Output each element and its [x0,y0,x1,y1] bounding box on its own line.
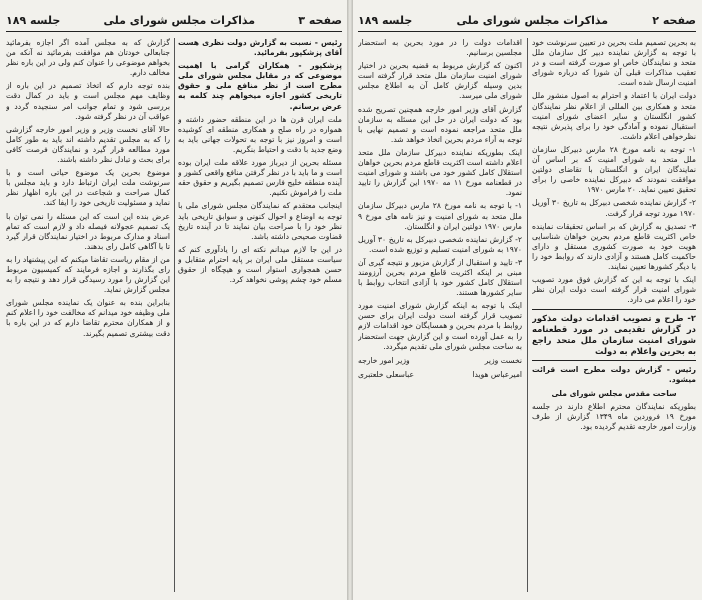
right-page-column-right [532,38,696,592]
paragraph: اینک بطوریکه نماینده دبیرکل سازمان ملل متحد اعلام داشته است اکثریت قاطع مردم بحرین خواهان استقلال کامل کشور خود می باشند و شورای امنیت در قطعنامه مورخ ۱۱ مه ۱۹۷۰ این گزارش را تایید نمود. [358,147,522,198]
paragraph: گزارش که به مجلس آمده اگر اجازه بفرمائید جنابعالی خودتان هم موافقت بفرمائید نه آنکه من بخواهم موضوعی را عنوان کنم ولی در این باره نظر مخالف دارم. [6,38,170,78]
paragraph: بنده توجه دارم که اتخاذ تصمیم در این باره از وظایف مهم مجلس است و باید در کمال دقت بررسی شود و تمام جوانب امر سنجیده گردد و عواقب آن در نظر گرفته شود. [6,81,170,121]
paragraph: ۳- تایید و استقبال از گزارش مزبور و نتیجه گیری آن مبنی بر اینکه اکثریت قاطع مردم بحرین آرزومند استقلال کامل کشور خود با آزادی انتخاب روابط با سایر کشورها هستند. [358,257,522,298]
paragraph: اینک با توجه به اینکه گزارش شورای امنیت مورد تصویب قرار گرفته است دولت ایران برای حسن روابط با مردم بحرین و همسایگان خود اقدامات لازم را به عمل آورده است و این گزارش جهت استحضار به ساحت مجلس شورای ملی تقدیم میگردد. [358,301,522,351]
paragraph: اینجانب معتقدم که نمایندگان مجلس شورای ملی با توجه به اوضاع و احوال کنونی و سوابق تاریخی باید نظر خود را با صراحت بیان نمایند تا در آینده تاریخ قضاوت صحیحی داشته باشد. [178,201,342,241]
paragraph: رئیس - نسبت به گزارش دولت نظری هست آقای پزشکپور بفرمائید. [178,38,342,58]
paragraph: ۲- گزارش نماینده شخصی دبیرکل به تاریخ ۳۰ آوریل ۱۹۷۰ به شورای امنیت تسلیم و توزیع شده است. [358,234,522,254]
left-page-session: جلسه ۱۸۹ [6,13,61,27]
column-divider [527,38,528,592]
right-page-number: صفحه ۲ [652,13,696,27]
right-header-rule [358,31,696,32]
right-page-session: جلسه ۱۸۹ [358,13,413,27]
paragraph: موضوع بحرین یک موضوع حیاتی است و با سرنوشت ملت ایران ارتباط دارد و باید مجلس با کمال صراحت و شجاعت در این باره اظهار نظر نماید و مسئولیت تاریخی خود را ایفا کند. [6,168,170,208]
paragraph: اقدامات دولت را در مورد بحرین به استحضار مجلسین برسانیم. [358,38,522,58]
paragraph: در این جا لازم میدانم نکته ای را یادآوری کنم که سیاست مستقل ملی ایران بر پایه احترام متقابل و حسن همجواری استوار است و هیچگاه از حقوق مسلم خود چشم پوشی نخواهد کرد. [178,244,342,285]
paragraph: بنابراین بنده به عنوان یک نماینده مجلس شورای ملی وظیفه خود میدانم که مخالفت خود را اعلام کنم و از همکاران محترم تقاضا دارم که در این باره با دقت بیشتری تصمیم بگیرند. [6,298,170,338]
column-divider [174,38,175,592]
paragraph: بطوریکه نمایندگان محترم اطلاع دارند در جلسه مورخ ۱۹ فروردین ماه ۱۳۴۹ گزارش از طرف وزارت امور خارجه تقدیم گردیده بود. [532,401,696,431]
paragraph: به بحرین تصمیم ملت بحرین در تعیین سرنوشت خود با توجه به گزارش نماینده دبیر کل سازمان ملل متحد و نمایندگان خاص او صورت گرفته است و در تعقیب مذاکرات قبلی آن شورا که درباره شورای امنیت ارسال شده است. [532,38,696,88]
paragraph: اینک با توجه به این که گزارش فوق مورد تصویب شورای امنیت قرار گرفته است دولت ایران نظر خود را اعلام می دارد. [532,275,696,305]
paragraph: من از مقام ریاست تقاضا میکنم که این پیشنهاد را به رای بگذارند و اجازه فرمایند که کمیسیون مربوط این گزارش را مورد رسیدگی قرار دهد و نتیجه را به مجلس گزارش نماید. [6,254,170,295]
left-page-title: مذاکرات مجلس شورای ملی [103,13,256,27]
right-page [352,0,702,600]
paragraph: ۱- با توجه به نامه مورخ ۲۸ مارس دبیرکل سازمان ملل متحد به شورای امنیت و نیز نامه های مورخ ۹ مارس ۱۹۷۰ دولتین ایران و انگلستان. [358,201,522,231]
paragraph: ملت ایران قرن ها در این منطقه حضور داشته و همواره در راه صلح و همکاری منطقه ای کوشیده است و امروز نیز با توجه به تحولات جهانی باید به وضع جدید با دقت و احتیاط بنگریم. [178,114,342,154]
paragraph: دولت ایران با اعتماد و احترام به اصول منشور ملل متحد و همکاری بین المللی از اعلام نظر نمایندگان کشور انگلستان و سایر اعضای شورای امنیت استقبال نموده و آمادگی خود را برای پذیرش نتیجه نظرخواهی اعلام داشت. [532,91,696,141]
paragraph: ساحت مقدس مجلس شورای ملی [551,388,677,398]
paragraph: اکنون که گزارش مربوط به قضیه بحرین در اختیار شورای امنیت سازمان ملل متحد قرار گرفته است بدین وسیله گزارش کامل آن به اطلاع مجلس شورای ملی میرسد. [358,61,522,101]
paragraph: عرض بنده این است که این مسئله را نمی توان با یک تصمیم عجولانه فیصله داد و لازم است که تمام اسناد و مدارک مربوط در اختیار نمایندگان قرار گیرد تا با آگاهی کامل رای بدهند. [6,211,170,251]
left-header-rule [6,31,342,32]
paragraph: حالا آقای نخست وزیر و وزیر امور خارجه گزارشی را که به مجلس تقدیم داشته اند باید به طور کامل مورد مطالعه قرار گیرد و نمایندگان فرصت کافی برای بحث و تبادل نظر داشته باشند. [6,124,170,165]
right-page-column-left [358,38,522,592]
signature-names [358,370,522,380]
signature-roles [358,356,522,366]
signature-name: امیرعباس هویدا [472,369,522,379]
left-page-column-left [6,38,170,592]
left-page [0,0,348,600]
agenda-item-heading: ۲- طرح و تصویب اقدامات دولت مذکور در گزارش تقدیمی در مورد قطعنامه شورای امنیت سازمان ملل متحد راجع به بحرین واعلام به دولت [532,309,696,361]
signature-role: وزیر امور خارجه [358,355,410,365]
left-page-column-right [178,38,342,592]
paragraph: پزشکپور - همکاران گرامی با اهمیت موضوعی که در مقابل مجلس شورای ملی مطرح است از نظر منافع ملی و حقوق تاریخی کشور اجازه میخواهم چند کلمه به عرض برسانم. [178,61,342,111]
right-page-title: مذاکرات مجلس شورای ملی [456,13,609,27]
paragraph: ۲- گزارش نماینده شخصی دبیرکل به تاریخ ۳۰ آوریل ۱۹۷۰ مورد توجه قرار گرفت. [532,198,696,218]
paragraph: ۳- تصدیق به گزارش که بر اساس تحقیقات نماینده خاص اکثریت قاطع مردم بحرین خواهان شناسایی هویت خود به صورت کشوری مستقل و دارای حاکمیت کامل هستند و آزادی دارند که روابط خود را با دیگر کشورها تعیین نمایند. [532,221,696,271]
paragraph: مسئله بحرین از دیرباز مورد علاقه ملت ایران بوده است و ما باید با در نظر گرفتن منافع واقعی کشور و آینده منطقه خلیج فارس تصمیم بگیریم و حقوق حقه ملت را فراموش نکنیم. [178,158,342,198]
paragraph: رئیس - گزارش دولت مطرح است قرائت میشود. [532,365,696,385]
left-page-number: صفحه ۳ [298,13,342,27]
paragraph: گزارش آقای وزیر امور خارجه همچنین تصریح شده بود که دولت ایران در حل این مسئله به سازمان ملل متحد مراجعه نموده است و تصمیم نهایی با توجه به آراء مردم بحرین اتخاذ خواهد شد. [358,104,522,144]
signature-name: عباسعلی خلعتبری [358,369,415,379]
signature-role: نخست وزیر [484,355,522,365]
left-page-header [6,10,342,30]
right-page-header [358,10,696,30]
paragraph: ۱- توجه به نامه مورخ ۲۸ مارس دبیرکل سازمان ملل متحد به شورای امنیت که بر اساس آن نمایندگان ایران و انگلستان با تقاضای دولتین موافقت نمودند که دبیرکل نماینده خاصی را برای تحقیق تعیین نماید. ۲۰ مارس ۱۹۷۰ [532,144,696,195]
